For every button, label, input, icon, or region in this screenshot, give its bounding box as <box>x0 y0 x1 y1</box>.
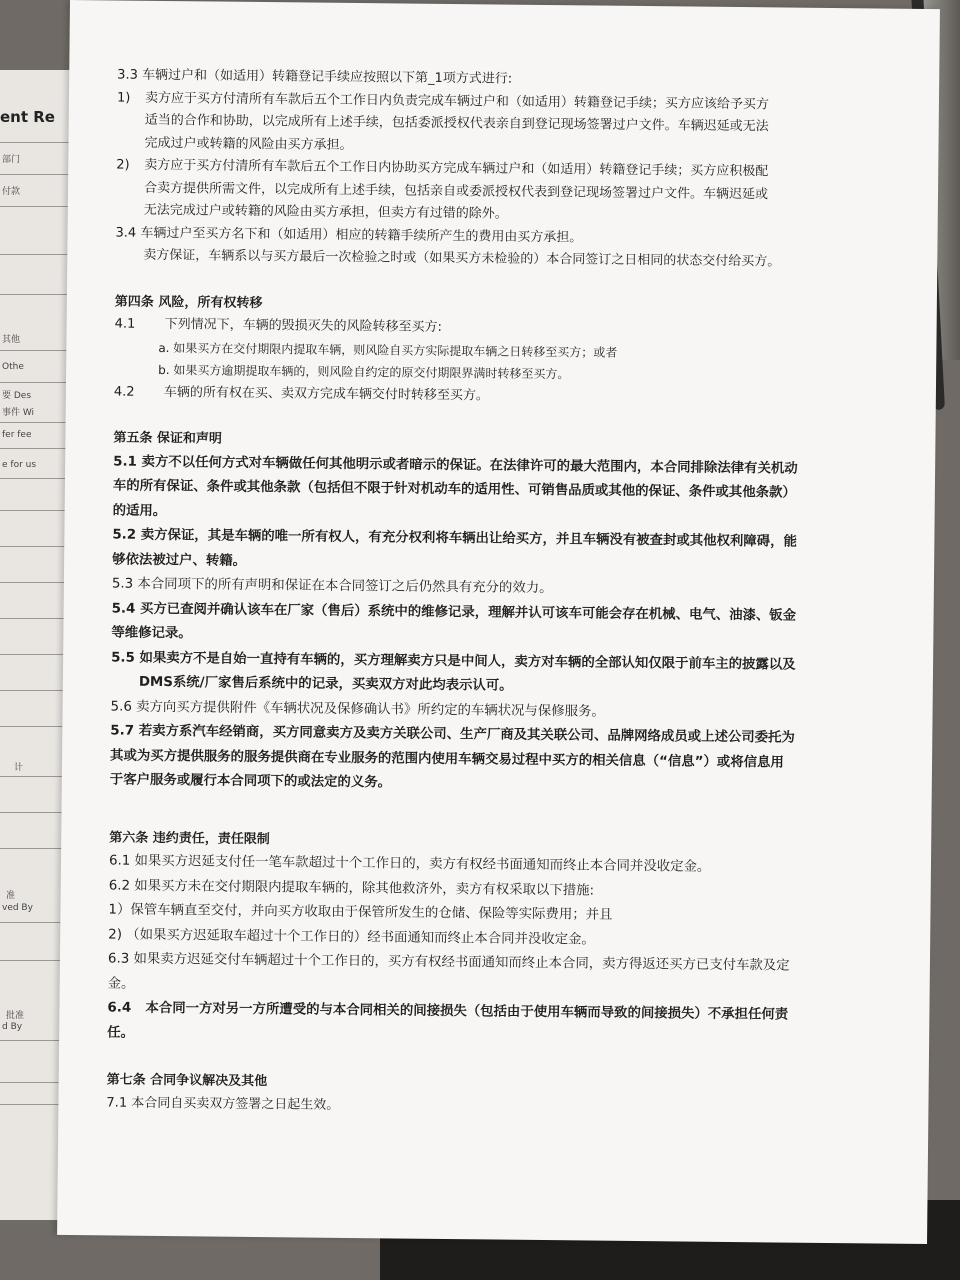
clause-6-4: 任。 <box>107 1024 135 1041</box>
list-number: 2) <box>116 157 130 173</box>
clause-5-7: 5.7 若卖方系汽车经销商，买方同意卖方及卖方关联公司、生产厂商及其关联公司、品牌网络成员或上述公司委托为 <box>110 723 795 746</box>
clause-6-2-item-2: 2) （如果买方迟延取车超过十个工作日的）经书面通知而终止本合同并没收定金。 <box>108 926 595 948</box>
article-7-title: 第七条 合同争议解决及其他 <box>106 1072 268 1090</box>
background-text: d By <box>2 1022 23 1032</box>
clause-5-4: 等维修记录。 <box>111 625 192 642</box>
clause-6-4: 本合同一方对另一方所遭受的与本合同相关的间接损失（包括由于使用车辆而导致的间接损失）不承担任何责 <box>145 1000 789 1023</box>
clause-text: 下列情况下，车辆的毁损灭失的风险转移至买方: <box>164 317 443 335</box>
background-text: 事件 Wi <box>2 408 35 418</box>
background-text: 要 Des <box>2 391 32 401</box>
background-text: 计 <box>14 763 24 773</box>
clause-5-3: 5.3 本合同项下的所有声明和保证在本合同签订之后仍然具有充分的效力。 <box>111 576 553 597</box>
background-text: 准 <box>6 891 16 901</box>
clause-5-1: 车的所有保证、条件或其他条款（包括但不限于针对机动车的适用性、可销售品质或其他的保证、条件或其他条款） <box>112 478 796 501</box>
clause-7-1: 7.1 本合同自买卖双方签署之日起生效。 <box>106 1094 340 1113</box>
clause-text: 卖方应于买方付清所有车款后五个工作日内协助买方完成车辆过户和（如适用）转籍登记手续；买方应积极配 <box>144 157 769 180</box>
clause-5-6: 5.6 卖方向买方提供附件《车辆状况及保修确认书》所约定的车辆状况与保修服务。 <box>110 698 605 720</box>
background-text: fer fee <box>2 430 32 440</box>
clause-number: 4.1 <box>114 316 136 332</box>
clause-3-4: 3.4 车辆过户至买方名下和（如适用）相应的转籍手续所产生的费用由买方承担。 <box>115 224 583 245</box>
clause-5-4: 5.4 买方已查阅并确认该车在厂家（售后）系统中的维修记录，理解并认可该车可能会存在机械、电气、油漆、钣金 <box>111 600 797 624</box>
clause-5-5: DMS系统/厂家售后系统中的记录，买卖双方对此均表示认可。 <box>138 674 513 694</box>
clause-5-1: 的适用。 <box>112 502 167 519</box>
clause-text: 卖方应于买方付清所有车款后五个工作日内负责完成车辆过户和（如适用）转籍登记手续；买方应该给予买方 <box>144 90 770 112</box>
clause-item-b: b. 如果买方逾期提取车辆的，则风险自约定的原交付期限界满时转移至买方。 <box>158 362 570 382</box>
clause-6-2: 6.2 如果买方未在交付期限内提取车辆的，除其他救济外，卖方有权采取以下措施: <box>108 877 595 899</box>
clause-3-4-extra: 卖方保证，车辆系以与买方最后一次检验之时或（如果买方未检验的）本合同签订之日相同的状态交付给买方。 <box>143 247 781 270</box>
clause-5-7: 于客户服务或履行本合同项下的或法定的义务。 <box>109 772 392 791</box>
clause-5-2: 够依法被过户、转籍。 <box>112 551 247 569</box>
background-text: 付款 <box>2 187 21 197</box>
background-text: Othe <box>2 362 24 372</box>
clause-6-3: 金。 <box>107 975 135 992</box>
background-text: 部门 <box>2 155 21 165</box>
article-6-title: 第六条 违约责任，责任限制 <box>109 829 270 847</box>
clause-text: 无法完成过户或转籍的风险由买方承担，但卖方有过错的除外。 <box>143 202 508 222</box>
clause-5-5: 5.5 如果卖方不是自始一直持有车辆的，买方理解卖方只是中间人，卖方对车辆的全部认知仅限于前车主的披露以及 <box>111 649 796 673</box>
clause-6-3: 6.3 如果卖方迟延交付车辆超过十个工作日的，买方有权经书面通知而终止本合同，卖方得返还买方已支付车款及定 <box>107 951 790 974</box>
clause-3-3-heading: 3.3 车辆过户和（如适用）转籍登记手续应按照以下第_1项方式进行: <box>117 67 513 87</box>
clause-number: 6.4 <box>107 1000 132 1016</box>
clause-item-a: a. 如果买方在交付期限内提取车辆，则风险自买方实际提取车辆之日转移至买方；或者 <box>158 340 618 360</box>
clause-text: 合卖方提供所需文件，以完成所有上述手续，包括亲自或委派授权代表到登记现场签署过户文件。车辆迟延或 <box>143 180 769 202</box>
contract-page <box>57 0 940 1244</box>
clause-5-1: 5.1 卖方不以任何方式对车辆做任何其他明示或者暗示的保证。在法律许可的最大范围内，本合同排除法律有关机动 <box>113 453 798 477</box>
clause-number: 4.2 <box>113 383 135 400</box>
article-4-title: 第四条 风险，所有权转移 <box>114 293 263 311</box>
background-text: e for us <box>2 460 37 470</box>
background-text: ved By <box>2 903 33 913</box>
clause-5-7: 其或为买方提供服务的服务提供商在专业服务的范围内使用车辆交易过程中买方的相关信息（“信息”）或将信息用 <box>110 747 784 771</box>
clause-6-2-item-1: 1）保管车辆直至交付，并向买方收取由于保管所发生的仓储、保险等实际费用；并且 <box>108 902 613 923</box>
clause-text: 完成过户或转籍的风险由买方承担。 <box>144 135 353 153</box>
contract-body <box>106 64 907 1122</box>
background-text: 其他 <box>2 335 21 345</box>
clause-text: 适当的合作和协助，以完成所有上述手续，包括委派授权代表亲自到登记现场签署过户文件。车辆迟延或无法 <box>144 112 769 135</box>
clause-text: 车辆的所有权在买、卖双方完成车辆交付时转移至买方。 <box>163 384 489 403</box>
clause-6-1: 6.1 如果买方迟延支付任一笔车款超过十个工作日的，卖方有权经书面通知而终止本合同并没收定金。 <box>108 853 711 875</box>
background-text: 批准 <box>6 1011 25 1021</box>
clause-5-2: 5.2 卖方保证，其是车辆的唯一所有权人，有充分权利将车辆出让给买方，并且车辆没有被查封或其他权利障碍，能 <box>112 527 797 550</box>
article-5-title: 第五条 保证和声明 <box>113 430 223 447</box>
list-number: 1) <box>116 89 131 106</box>
background-title: ent Re <box>0 108 55 126</box>
